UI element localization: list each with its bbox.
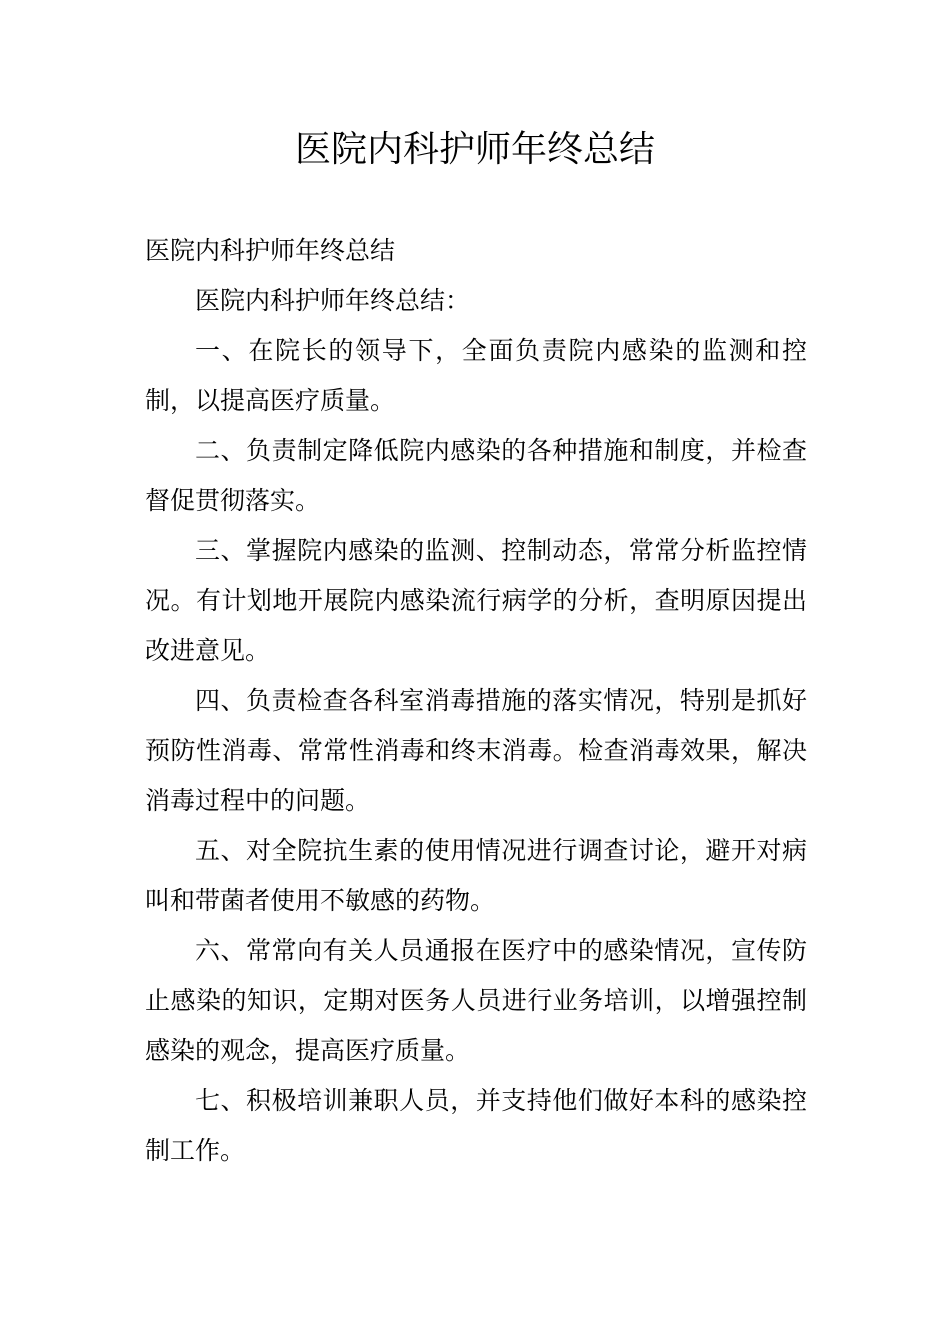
paragraph-4: 四、负责检查各科室消毒措施的落实情况，特别是抓好预防性消毒、常常性消毒和终末消毒。检查消毒效果，解决消毒过程中的问题。: [145, 686, 807, 815]
paragraph-7: 七、积极培训兼职人员，并支持他们做好本科的感染控制工作。: [145, 1086, 807, 1165]
document-subtitle: 医院内科护师年终总结: [145, 236, 396, 265]
paragraph-6: 六、常常向有关人员通报在医疗中的感染情况，宣传防止感染的知识，定期对医务人员进行业务培训，以增强控制感染的观念，提高医疗质量。: [145, 936, 807, 1065]
document-body: [145, 226, 807, 1176]
document-title: 医院内科护师年终总结: [294, 129, 655, 170]
paragraph-3: 三、掌握院内感染的监测、控制动态，常常分析监控情况。有计划地开展院内感染流行病学的分析，查明原因提出改进意见。: [145, 536, 807, 665]
paragraph-5: 五、对全院抗生素的使用情况进行调查讨论，避开对病叫和带菌者使用不敏感的药物。: [145, 836, 807, 915]
document-intro: 医院内科护师年终总结：: [195, 286, 471, 315]
paragraph-1: 一、在院长的领导下，全面负责院内感染的监测和控制，以提高医疗质量。: [145, 336, 807, 415]
paragraph-2: 二、负责制定降低院内感染的各种措施和制度，并检查督促贯彻落实。: [145, 436, 807, 515]
